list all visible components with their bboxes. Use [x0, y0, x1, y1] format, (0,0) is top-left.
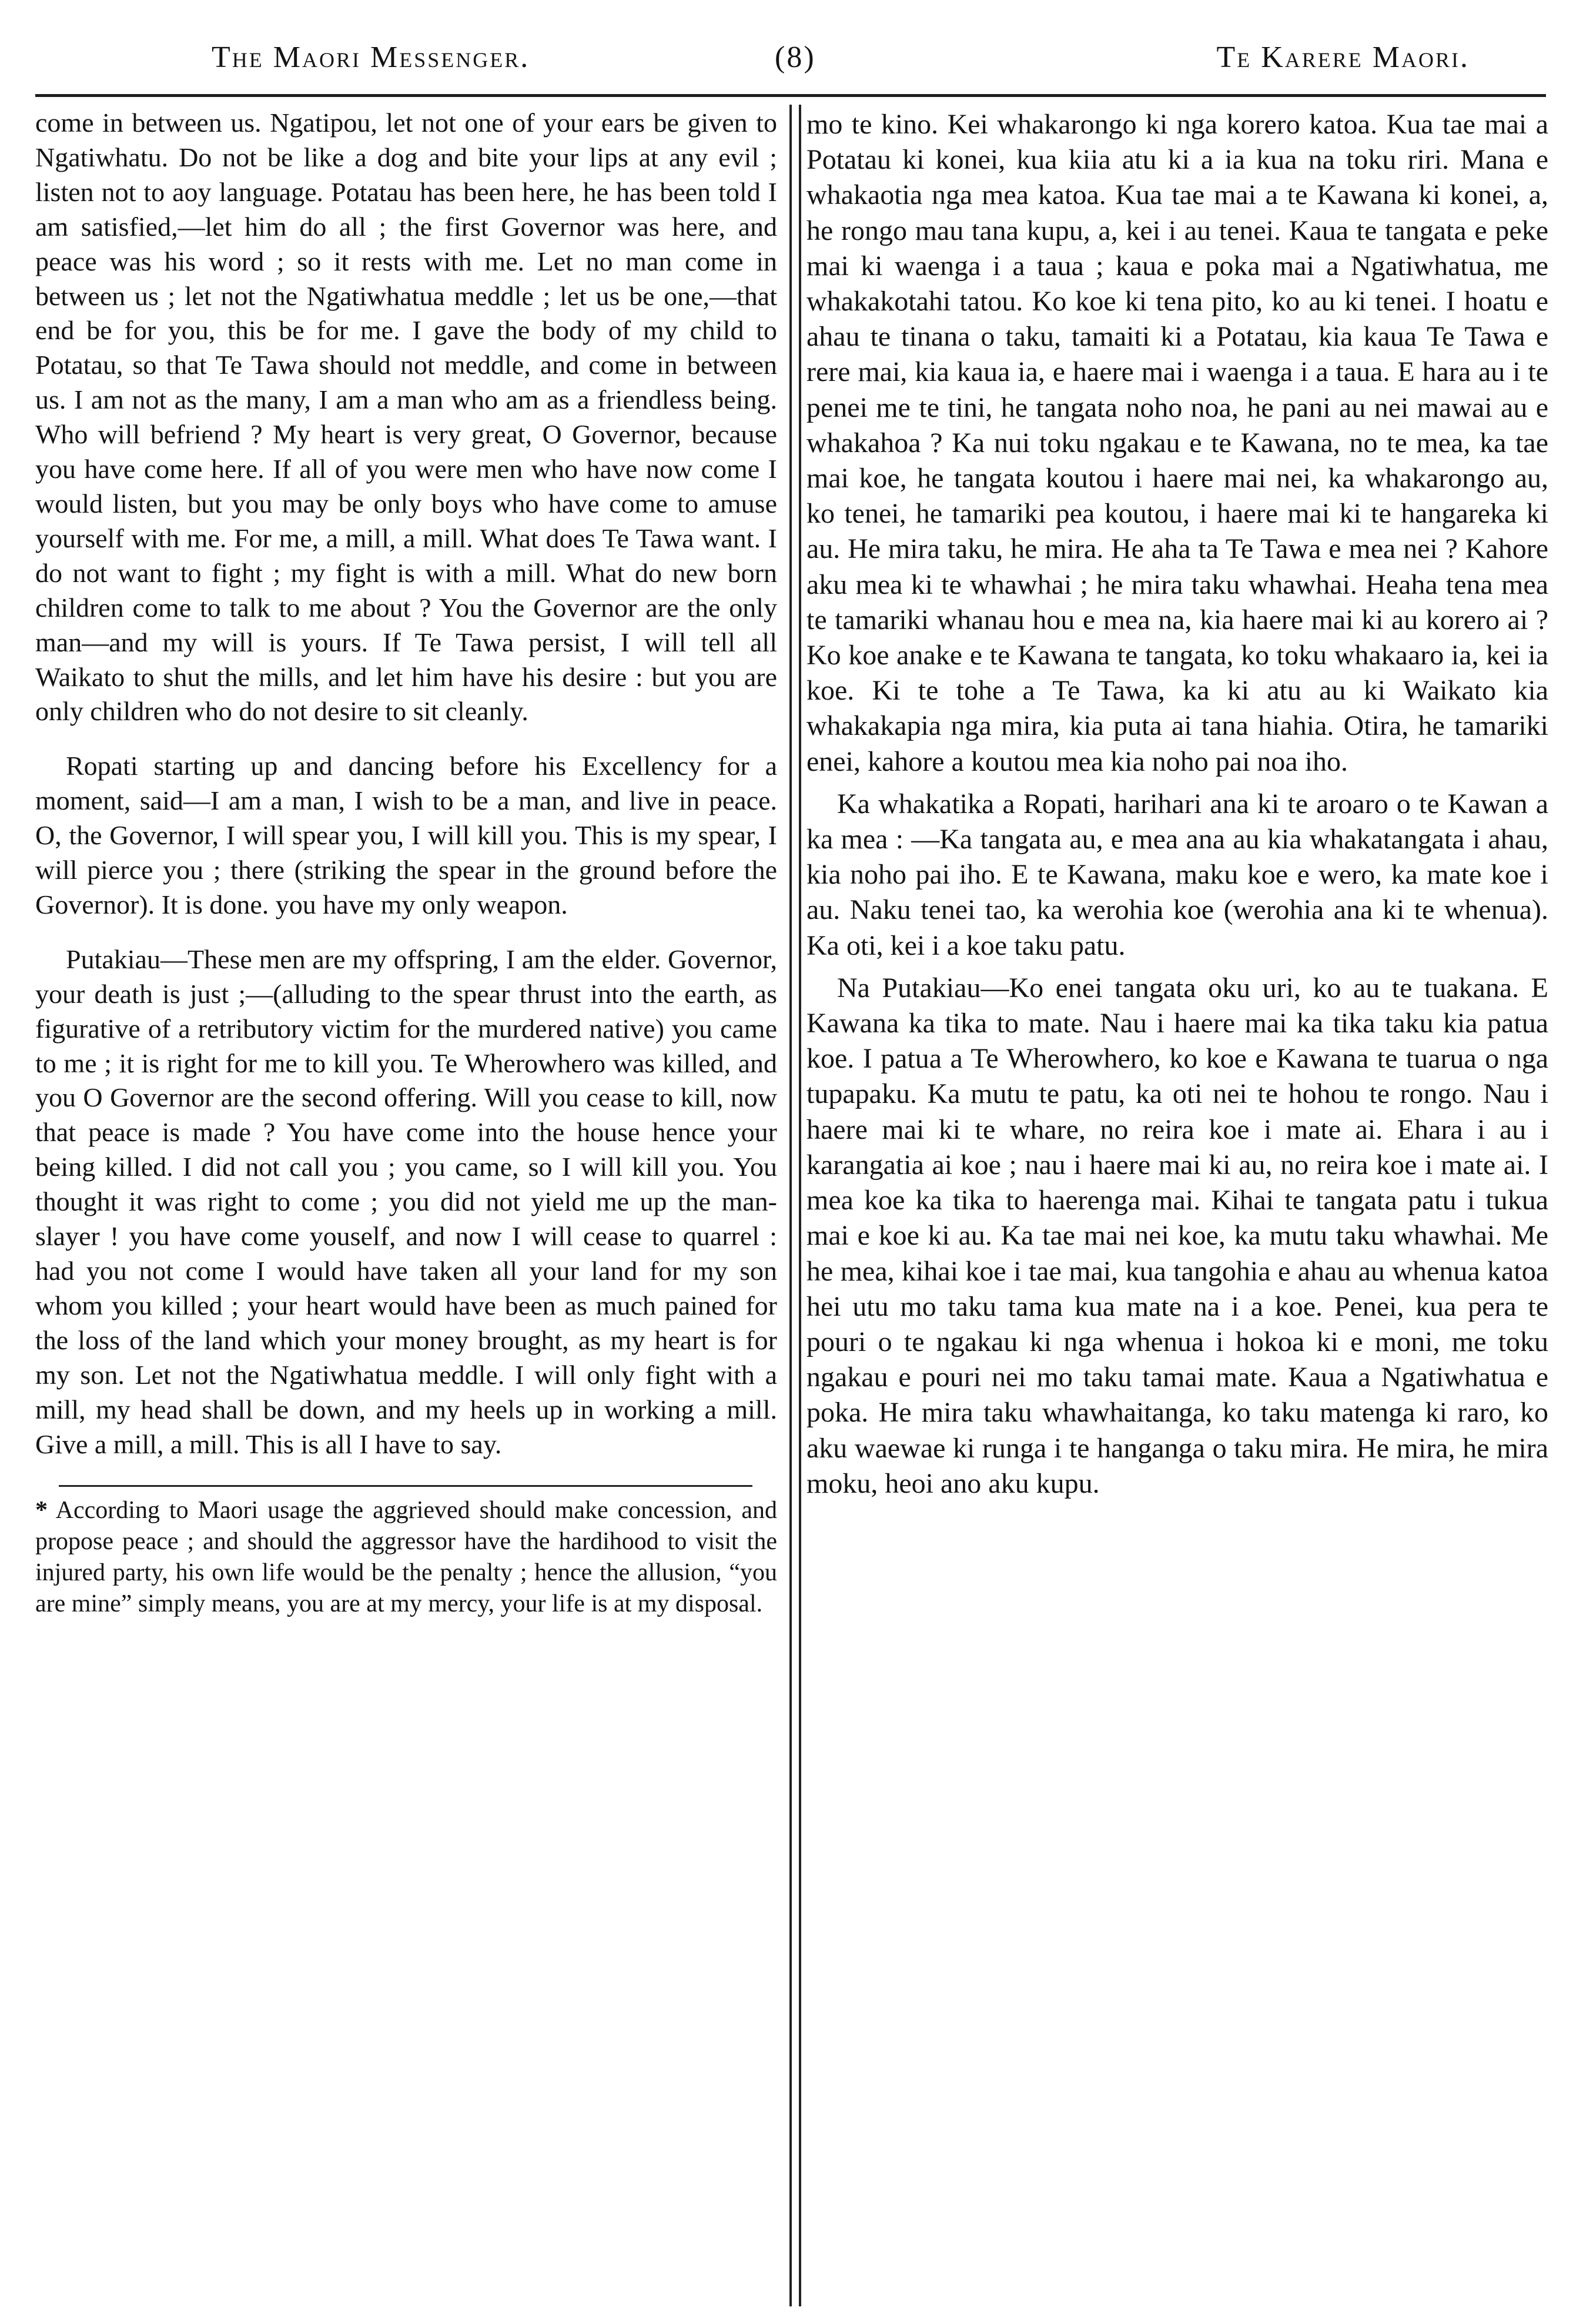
maori-column: [806, 107, 1548, 1502]
column-divider-right: [799, 105, 801, 2306]
footnote: [35, 1495, 777, 1620]
footnote-mark: *: [35, 1497, 48, 1524]
footnote-rule: [59, 1485, 752, 1487]
column-divider-left: [789, 105, 792, 2306]
footnote-text: According to Maori usage the aggrieved should make concession, and propose peace ; and should the aggressor have the hardihood to visit the injured party, his own life would be the penalty ; hence the allusion, “you are mine” simply means, you are at my mercy, your life is at my disposal.: [35, 1497, 777, 1618]
english-paragraph-2: Ropati starting up and dancing before his Excellency for a moment, said—I am a man, I wish to be a man, and live in peace. O, the Governor, I will spear you, I will kill you. This is my spear, I will pierce you ; there (striking the spear in the ground before the Governor). It is done. you have my only weapon.: [35, 751, 777, 919]
header-rule: [35, 94, 1546, 97]
english-paragraph-3: Putakiau—These men are my offspring, I am the elder. Governor, your death is just ;—(alluding to the spear thrust into the earth, as figurative of a retributory victim for the murdered native) you came to me ; it is right for me to kill you. Te Wherowhero was killed, and you O Governor are the second offering. Will you cease to kill, now that peace is made ? You have come into the house hence your being killed. I did not call you ; you came, so I will kill you. You thought it was right to come ; you did not yield me up the man-slayer ! you have come youself, and now I will cease to quarrel : had you not come I would have taken all your land for my son whom you killed ; your heart would have been as much pained for the loss of the land which your money brought, as my heart is for my son. Let not the Ngatiwhatua meddle. I will only fight with a mill, my head shall be down, and my heels up in working a mill. Give a mill, a mill. This is all I have to say.: [35, 944, 777, 1459]
maori-paragraph-1: mo te kino. Kei whakarongo ki nga korero katoa. Kua tae mai a Potatau ki konei, kua kiia atu ki a ia kua na toku riri. Mana e whakaotia nga mea katoa. Kua tae mai a te Kawana ki konei, a, he rongo mau tana kupu, a, kei i au tenei. Kaua te tangata e peke mai ki waenga i a taua ; kaua e poka mai a Ngatiwhatua, me whakakotahi tatou. Ko koe ki tena pito, ko au ki tenei. I hoatu e ahau te tinana o taku, tamaiti ki a Potatau, kia kaua Te Tawa e rere mai, kia kaua ia, e haere mai i waenga i a taua. E hara au i te penei me te tini, he tangata noho noa, he pani au nei mawai au e whakahoa ? Ka nui toku ngakau e te Kawana, no te mea, ka tae mai koe, he tangata koutou i haere mai nei, ka whakarongo au, ko tenei, he tamariki pea koutou, i haere mai ki te hangareka ki au. He mira taku, he mira. He aha ta Te Tawa e mea nei ? Kahore aku mea ki te whawhai ; he mira taku whawhai. Heaha tena mea te tamariki whanau hou e mea na, kia haere mai ki au korero ai ? Ko koe anake e te Kawana te tangata, ko toku whakaaro ia, kei ia koe. Ki te tohe a Te Tawa, ka ki atu au ki Waikato kia whakakapia nga mira, kia puta ai tana hiahia. Otira, he tamariki enei, kahore a koutou mea kia noho pai noa iho.: [806, 109, 1548, 777]
maori-paragraph-3: Na Putakiau—Ko enei tangata oku uri, ko au te tuakana. E Kawana ka tika to mate. Nau i haere mai ka tika taku kia patua koe. I patua a Te Wherowhero, ko koe e Kawana te tuarua o nga tupapaku. Ka mutu te patu, ka oti nei te hohou te rongo. Nau i haere mai ki te whare, no reira koe i mate ai. Ehara i au i karangatia ai koe ; nau i haere mai ki au, no reira koe i mate ai. I mea koe ka tika to haerenga mai. Kihai te tangata patu i tukua mai e koe ki au. Ka tae mai nei koe, ka mutu taku whawhai. Me he mea, kihai koe i tae mai, kua tangohia e ahau au whenua katoa hei utu mo taku tama kua mate na i a koe. Penei, kua pera te pouri o te ngakau ki nga whenua i hokoa ki e moni, me toku ngakau e pouri nei mo taku tamai mate. Kaua a Ngatiwhatua e poka. He mira taku whawhaitanga, ko taku matenga ki raro, ko aku waewae ki runga i te hanganga o taku mira. He mira, he mira moku, heoi ano aku kupu.: [806, 972, 1548, 1499]
english-column: [35, 106, 777, 1620]
english-title: The Maori Messenger.: [212, 41, 530, 74]
maori-paragraph-2: Ka whakatika a Ropati, harihari ana ki te aroaro o te Kawan a ka mea : —Ka tangata au, e mea ana au kia whakatangata i ahau, kia noho pai iho. E te Kawana, maku koe e wero, ka mate koe i au. Naku tenei tao, ka werohia koe (werohia ana ki te whenua). Ka oti, kei i a koe taku patu.: [806, 788, 1548, 961]
english-paragraph-1: come in between us. Ngatipou, let not one of your ears be given to Ngatiwhatu. Do not be like a dog and bite your lips at any evil ; listen not to aoy language. Potatau has been here, he has been told I am satisfied,—let him do all ; the first Governor was here, and peace was his word ; so it rests with me. Let no man come in between us ; let not the Ngatiwhatua meddle ; let us be one,—that end be for you, this be for me. I gave the body of my child to Potatau, so that Te Tawa should not meddle, and come in between us. I am not as the many, I am a man who am as a friendless being. Who will befriend ? My heart is very great, O Governor, because you have come here. If all of you were men who have now come I would listen, but you may be only boys who have come to amuse yourself with me. For me, a mill, a mill. What does Te Tawa want. I do not want to fight ; my fight is with a mill. What do new born children come to talk to me about ? You the Governor are the only man—and my will is yours. If Te Tawa persist, I will tell all Waikato to shut the mills, and let him have his desire : but you are only children who do not desire to sit cleanly.: [35, 108, 777, 727]
maori-title: Te Karere Maori.: [1216, 41, 1470, 74]
masthead: [59, 22, 1564, 99]
page-number: (8): [775, 41, 816, 74]
